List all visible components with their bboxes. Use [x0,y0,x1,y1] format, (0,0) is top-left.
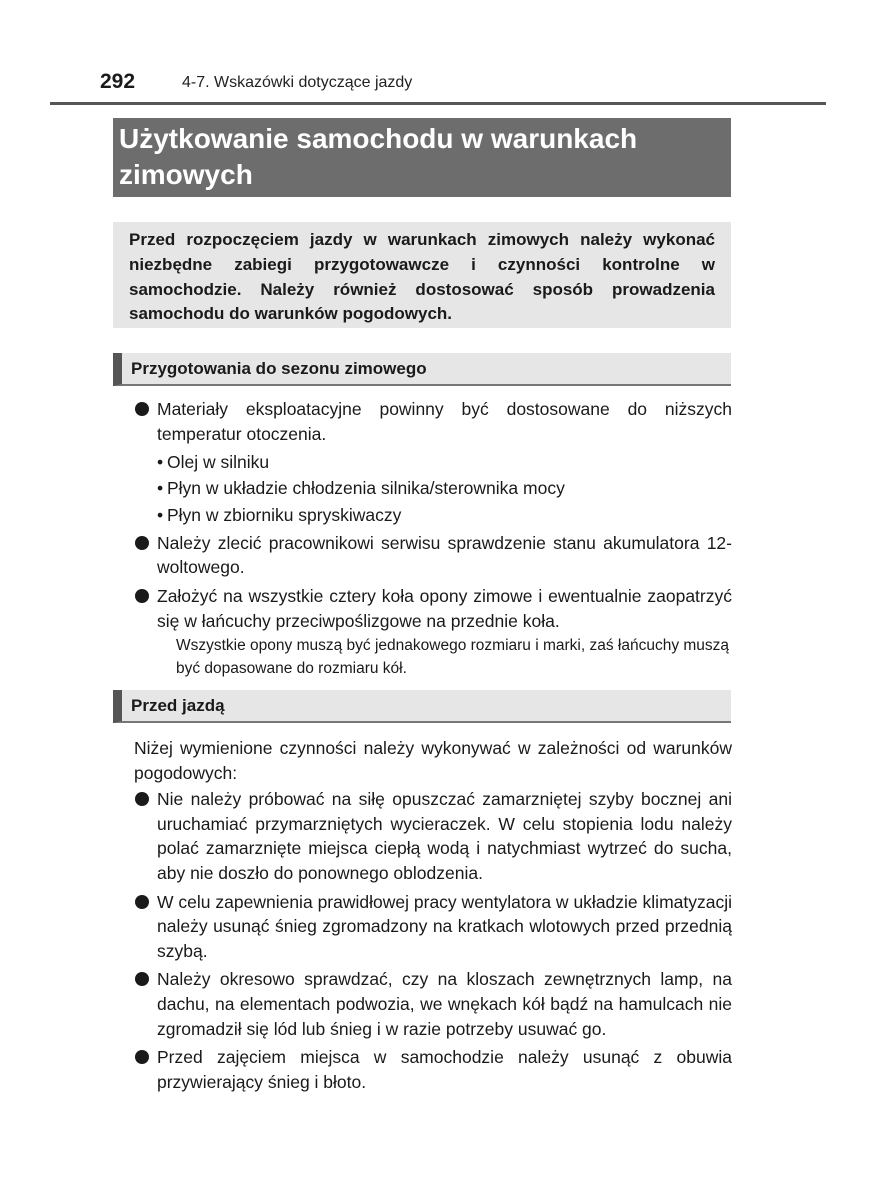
list-item [134,890,732,964]
bullet-dot-icon [135,1050,149,1064]
list-item [134,531,732,580]
bullet-text: Przed zajęciem miejsca w samochodzie należy usunąć z obuwia przywierający śnieg i błoto. [157,1047,732,1092]
section-heading-before-driving: Przed jazdą [113,690,731,723]
section-heading-winter-prep: Przygotowania do sezonu zimowego [113,353,731,386]
bullet-text: Należy zlecić pracownikowi serwisu sprawdzenie stanu akumulatora 12-woltowego. [157,532,732,578]
bullet-text: Należy okresowo sprawdzać, czy na kloszach zewnętrznych lamp, na dachu, na elementach podwozia, we wnękach kół bądź na hamulcach nie zgromadził się lód lub śnieg i w razie potrzeby usuwać go. [157,969,732,1039]
list-item [134,397,732,446]
bullet-text: Nie należy próbować na siłę opuszczać zamarzniętej szyby bocznej ani uruchamiać przymarzniętych wycieraczek. W celu stopienia lodu należy polać zamarznięte miejsca ciepłą wodą i natychmiast wytrzeć do sucha, aby nie doszło do ponownego oblodzenia. [157,789,732,883]
section-before-driving-content [134,736,732,1098]
bullet-dot-icon [135,536,149,550]
intro-box [113,222,731,328]
sub-list-item: • Płyn w układzie chłodzenia silnika/sterownika mocy [134,476,732,500]
list-item [134,584,732,633]
bullet-text: Materiały eksploatacyjne powinny być dostosowane do niższych temperatur otoczenia. [157,399,732,444]
bullet-dot-icon [135,895,149,909]
list-item [134,1045,732,1094]
bullet-text: Założyć na wszystkie cztery koła opony zimowe i ewentualnie zaopatrzyć się w łańcuchy przeciwpoślizgowe na przednie koła. [157,585,732,631]
intro-text: Przed rozpoczęciem jazdy w warunkach zimowych należy wykonać niezbędne zabiegi przygotowawcze i czynności kontrolne w samochodzie. Należy również dostosować sposób prowadzenia samochodu do warunków pogodowych. [129,230,715,324]
sub-list-item: • Płyn w zbiorniku spryskiwaczy [134,503,732,527]
bullet-dot-icon [135,792,149,806]
bullet-dot-icon [135,589,149,603]
bullet-dot-icon [135,402,149,416]
bullet-dot-icon [135,972,149,986]
page-number: 292 [100,70,136,93]
sub-list-item: • Olej w silniku [134,450,732,474]
bullet-text: W celu zapewnienia prawidłowej pracy wentylatora w układzie klimatyzacji należy usunąć śnieg zgromadzony na kratkach wlotowych przed przednią szybą. [157,891,732,961]
list-item [134,787,732,885]
page-header [50,68,826,105]
list-item [134,967,732,1041]
section-reference: 4-7. Wskazówki dotyczące jazdy [182,74,413,91]
note-text: Wszystkie opony muszą być jednakowego rozmiaru i marki, zaś łańcuchy muszą być dopasowane do rozmiaru kół. [176,637,730,677]
section-winter-prep-content [134,397,732,680]
section-intro-text: Niżej wymienione czynności należy wykonywać w zależności od warunków pogodowych: [134,738,732,783]
chapter-title: Użytkowanie samochodu w warunkach zimowych [113,118,731,197]
